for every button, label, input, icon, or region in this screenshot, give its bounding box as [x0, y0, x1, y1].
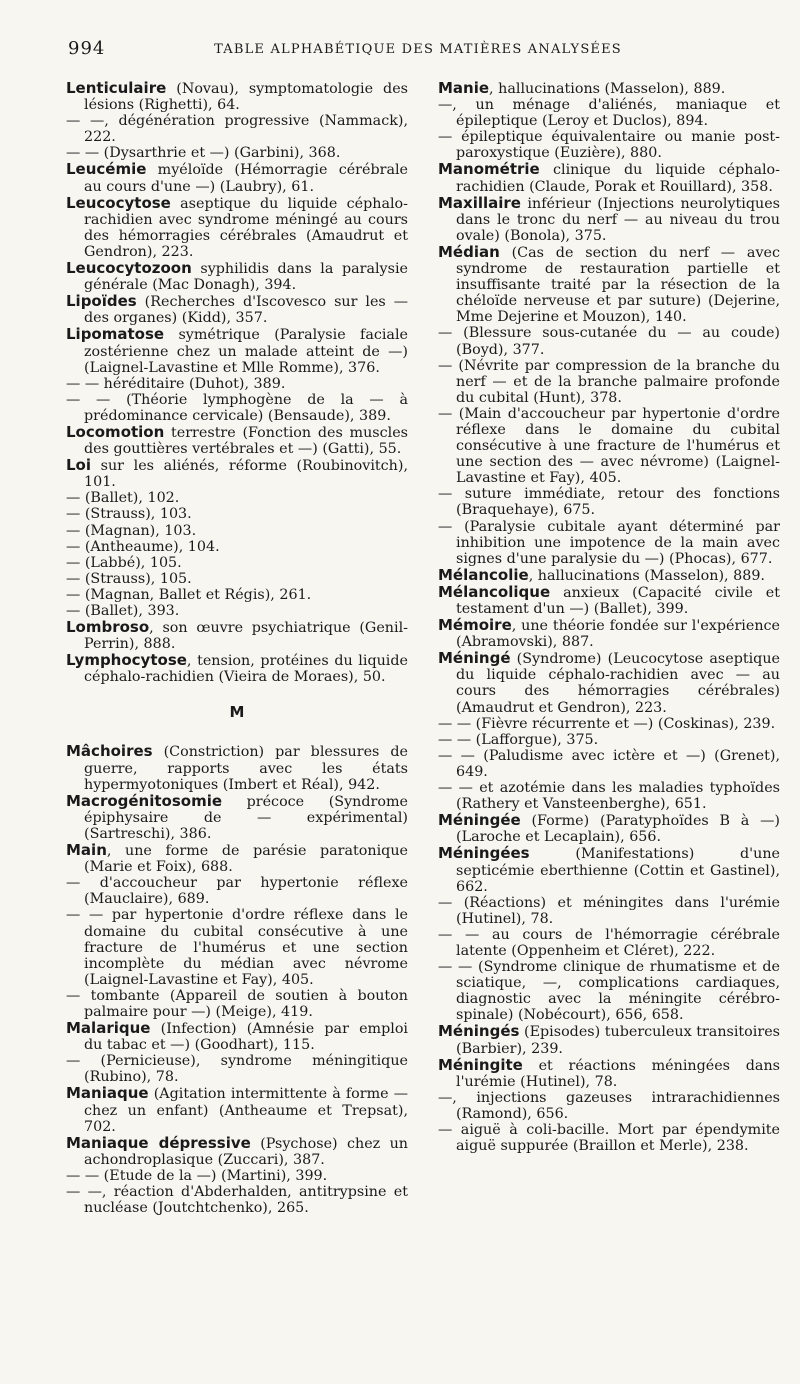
index-entry [438, 406, 780, 486]
index-entry [438, 617, 780, 650]
entry-headword: Macrogénitosomie [66, 791, 223, 810]
entry-text: (Episodes) tuberculeux transitoires (Barbier), 239. [456, 1024, 780, 1057]
entry-text: (Cas de section du nerf — avec syndrome de restauration partielle et insuffisante traité par la résection de la chéloïde nerveuse et par suture) (Dejerine, Mme Dejerine et Mouzon), 140. [456, 244, 780, 326]
entry-text: , une théorie fondée sur l'expérience (Abramovski), 887. [456, 618, 780, 651]
entry-headword: Méningite [438, 1055, 523, 1074]
entry-headword: Méningé [438, 649, 511, 668]
index-entry [438, 1057, 780, 1090]
entry-text: (Agitation intermittente à forme — chez un enfant) (Antheaume et Trepsat), 702. [84, 1086, 408, 1135]
index-entry [66, 743, 408, 792]
index-entry [66, 392, 408, 424]
entry-headword: Méningés [438, 1022, 520, 1041]
index-entry [66, 523, 408, 539]
index-entry [66, 842, 408, 875]
entry-text: (Novau), symptomatologie des lésions (Righetti), 64. [84, 81, 408, 114]
index-entry [438, 812, 780, 845]
index-entry [66, 1053, 408, 1085]
index-entry [66, 988, 408, 1020]
index-entry [66, 260, 408, 293]
entry-text: — (Paralysie cubitale ayant déterminé par inhibition une impotence de la main avec signes d'une paralysie du —) (Phocas), 677. [438, 518, 780, 567]
left-column [66, 80, 408, 1216]
entry-text: — épileptique équivalentaire ou manie post-paroxystique (Euzière), 880. [438, 129, 780, 162]
index-entry [66, 1168, 408, 1184]
entry-text: — — (Dysarthrie et —) (Garbini), 368. [66, 145, 341, 162]
index-entry [66, 793, 408, 842]
entry-headword: Maniaque [66, 1084, 149, 1103]
index-entry [66, 1135, 408, 1168]
index-entry [66, 1020, 408, 1053]
entry-text: — (Réactions) et méningites dans l'urémie (Hutinel), 78. [438, 894, 780, 927]
entry-text: — (Strauss), 105. [66, 570, 192, 587]
index-entry [66, 652, 408, 685]
entry-text: — — (Fièvre récurrente et —) (Coskinas), 239. [438, 715, 776, 732]
index-entry [438, 716, 780, 732]
entry-text: — (Strauss), 103. [66, 506, 192, 523]
entry-text: (Recherches d'Iscovesco sur les — des organes) (Kidd), 357. [84, 294, 408, 327]
index-entry [66, 587, 408, 603]
entry-headword: Méningées [438, 844, 530, 863]
entry-headword: Mémoire [438, 616, 512, 635]
right-entries [438, 80, 780, 1154]
entry-text: — d'accoucheur par hypertonie réflexe (Mauclaire), 689. [66, 875, 408, 908]
entry-text: , tension, protéines du liquide céphalo-rachidien (Vieira de Moraes), 50. [84, 653, 408, 686]
entry-text: clinique du liquide céphalo-rachidien (Claude, Porak et Rouillard), 358. [456, 162, 780, 195]
entry-text: —, un ménage d'aliénés, maniaque et épileptique (Leroy et Duclos), 894. [438, 97, 780, 130]
entry-text: — (Labbé), 105. [66, 554, 182, 571]
entry-headword: Leucocytozoon [66, 259, 192, 278]
entry-text: — — (Paludisme avec ictère et —) (Grenet), 649. [438, 747, 780, 780]
entry-text: sur les aliénés, réforme (Roubinovitch), 101. [84, 458, 408, 491]
entry-headword: Lenticulaire [66, 79, 167, 97]
entry-headword: Locomotion [66, 422, 165, 441]
entry-headword: Maniaque dépressive [66, 1133, 251, 1152]
entry-text: — (Pernicieuse), syndrome méningitique (Rubino), 78. [66, 1053, 408, 1086]
entry-headword: Mélancolique [438, 582, 551, 601]
entry-text: — (Magnan), 103. [66, 522, 197, 539]
entry-text: , hallucinations (Masselon), 889. [489, 81, 726, 97]
index-entry [438, 195, 780, 244]
index-entry [438, 161, 780, 194]
index-entry [66, 1085, 408, 1134]
entry-text: — (Antheaume), 104. [66, 538, 220, 555]
entry-text: — (Ballet), 393. [66, 603, 180, 619]
index-entry [438, 244, 780, 325]
index-entry [438, 584, 780, 617]
entry-headword: Malarique [66, 1019, 151, 1038]
page-number: 994 [68, 38, 106, 59]
entry-text: , son œuvre psychiatrique (Genil-Perrin), 888. [84, 620, 408, 653]
index-entry [438, 97, 780, 129]
entry-headword: Lipomatose [66, 325, 165, 344]
entry-text: — — au cours de l'hémorragie cérébrale latente (Oppenheim et Cléret), 222. [438, 926, 780, 959]
entry-text: (Infection) (Amnésie par emploi du tabac et —) (Goodhart), 115. [84, 1021, 408, 1054]
entry-headword: Maxillaire [438, 193, 521, 212]
entry-text: — (Magnan, Ballet et Régis), 261. [66, 586, 312, 603]
index-entry [66, 1184, 408, 1216]
entry-headword: Lymphocytose [66, 651, 187, 670]
entry-headword: Mâchoires [66, 742, 153, 761]
index-entry [66, 619, 408, 652]
entry-text: — — (Syndrome clinique de rhumatisme et de sciatique, —, complications cardiaques, diagnostic avec la méningite cérébro-spinale) (Nobécourt), 656, 658. [438, 959, 780, 1024]
index-entry [438, 129, 780, 161]
entry-text: précoce (Syndrome épiphysaire de — expérimental) (Sartreschi), 386. [84, 793, 408, 842]
entry-headword: Méningée [438, 811, 521, 830]
index-entry [438, 1122, 780, 1154]
index-entry [66, 875, 408, 907]
index-entry [66, 490, 408, 506]
entry-headword: Manométrie [438, 160, 540, 179]
entry-text: syphilidis dans la paralysie générale (Mac Donagh), 394. [84, 261, 408, 294]
entry-text: (Psychose) chez un achondroplasique (Zuccari), 387. [84, 1135, 408, 1168]
entry-text: — (Main d'accoucheur par hypertonie d'ordre réflexe dans le domaine du cubital consécutive à une fracture de l'humérus et une section des — avec névrome) (Laignel-Lavastine et Fay), 405. [438, 405, 780, 487]
index-entry [66, 161, 408, 194]
index-entry [438, 567, 780, 584]
entry-headword: Lombroso [66, 618, 150, 637]
entry-text: — — héréditaire (Duhot), 389. [66, 375, 286, 392]
entry-text: — — (Théorie lymphogène de la — à prédominance cervicale) (Bensaude), 389. [66, 391, 408, 424]
index-entry [66, 506, 408, 522]
index-entry [66, 113, 408, 145]
entry-text: , une forme de parésie paratonique (Marie et Foix), 688. [84, 843, 408, 876]
index-entry [438, 1090, 780, 1122]
index-entry [66, 376, 408, 392]
entry-headword: Leucémie [66, 160, 147, 179]
entry-text: — (Blessure sous-cutanée du — au coude) (Boyd), 377. [438, 325, 780, 358]
entry-text: anxieux (Capacité civile et testament d'un —) (Ballet), 399. [456, 584, 780, 617]
entry-text: symétrique (Paralysie faciale zostérienne chez un malade atteint de —) (Laignel-Lavastine et Mlle Romme), 376. [84, 327, 408, 376]
page-header [68, 38, 768, 62]
entry-text: terrestre (Fonction des muscles des gouttières vertébrales et —) (Gatti), 55. [84, 424, 408, 458]
index-entry [438, 959, 780, 1023]
entry-text: — — et azotémie dans les maladies typhoïdes (Rathery et Vansteenberghe), 651. [438, 780, 780, 813]
entry-text: — (Ballet), 102. [66, 490, 180, 507]
entry-headword: Lipoïdes [66, 292, 137, 311]
index-entry [66, 907, 408, 987]
entry-headword: Loi [66, 456, 92, 475]
left-entries-m [66, 743, 408, 1216]
entry-text: —, injections gazeuses intrarachidiennes (Ramond), 656. [438, 1089, 780, 1122]
entry-headword: Manie [438, 79, 490, 97]
entry-text: aseptique du liquide céphalo-rachidien avec syndrome méningé au cours des hémorragies cérébrales (Amaudrut et Gendron), 223. [84, 195, 408, 260]
entry-text: inférieur (Injections neurolytiques dans le tronc du nerf — au niveau du trou ovale) (Bonola), 375. [456, 195, 780, 244]
entry-text: — — (Lafforgue), 375. [438, 731, 599, 748]
index-entry [438, 780, 780, 812]
index-entry [438, 895, 780, 927]
index-entry [438, 325, 780, 357]
index-entry [66, 195, 408, 260]
entry-text: myéloïde (Hémorragie cérébrale au cours d'une —) (Laubry), 61. [84, 162, 408, 195]
index-entry [66, 457, 408, 490]
entry-text: — (Névrite par compression de la branche du nerf — et de la branche palmaire profonde du cubital (Hunt), 378. [438, 357, 780, 406]
index-entry [66, 80, 408, 113]
index-entry [66, 326, 408, 375]
entry-headword: Leucocytose [66, 193, 171, 212]
index-entry [66, 293, 408, 326]
entry-text: — suture immédiate, retour des fonctions (Braquehaye), 675. [438, 486, 780, 519]
entry-text: — — (Etude de la —) (Martini), 399. [66, 1167, 328, 1184]
index-entry [438, 748, 780, 780]
running-title: TABLE ALPHABÉTIQUE DES MATIÈRES ANALYSÉES [214, 42, 622, 57]
index-entry [66, 539, 408, 555]
index-entry [66, 571, 408, 587]
index-entry [66, 424, 408, 457]
index-entry [66, 603, 408, 619]
entry-text: — — par hypertonie d'ordre réflexe dans le domaine du cubital consécutive à une fracture de l'humérus et une section incomplète du médian avec névrome (Laignel-Lavastine et Fay), 405. [66, 907, 408, 988]
entry-text: — aiguë à coli-bacille. Mort par épendymite aiguë suppurée (Braillon et Merle), 238. [438, 1122, 780, 1155]
index-entry [438, 358, 780, 406]
index-entry [66, 145, 408, 161]
index-entry [438, 927, 780, 959]
entry-text: et réactions méningées dans l'urémie (Hutinel), 78. [456, 1057, 780, 1090]
entry-headword: Mélancolie [438, 565, 529, 584]
index-entry [438, 486, 780, 518]
entry-text: — tombante (Appareil de soutien à bouton palmaire pour —) (Meige), 419. [66, 987, 408, 1020]
entry-text: — —, réaction d'Abderhalden, antitrypsine et nucléase (Joutchtchenko), 265. [66, 1184, 408, 1217]
entry-text: (Syndrome) (Leucocytose aseptique du liquide céphalo-rachidien avec — au cours des hémorragies cérébrales) (Amaudrut et Gendron), 223. [456, 651, 780, 716]
section-letter: M [229, 703, 245, 722]
entry-headword: Main [66, 841, 107, 860]
left-entries-l [66, 80, 408, 685]
index-entry [438, 732, 780, 748]
entry-text: (Constriction) par blessures de guerre, rapports avec les états hypermyotoniques (Imbert et Réal), 942. [84, 744, 408, 793]
entry-text: , hallucinations (Masselon), 889. [528, 567, 765, 584]
entry-headword: Médian [438, 242, 500, 261]
index-entry [438, 845, 780, 894]
index-entry [438, 80, 780, 97]
index-entry [66, 555, 408, 571]
entry-text: (Forme) (Paratyphoïdes B à —) (Laroche et Lecaplain), 656. [456, 813, 780, 846]
entry-text: — —, dégénération progressive (Nammack), 222. [66, 113, 408, 146]
entry-text: (Manifestations) d'une septicémie eberthienne (Cottin et Gastinel), 662. [456, 846, 780, 895]
index-entry [438, 650, 780, 715]
right-column [438, 80, 780, 1154]
index-entry [438, 1023, 780, 1056]
index-entry [438, 519, 780, 567]
